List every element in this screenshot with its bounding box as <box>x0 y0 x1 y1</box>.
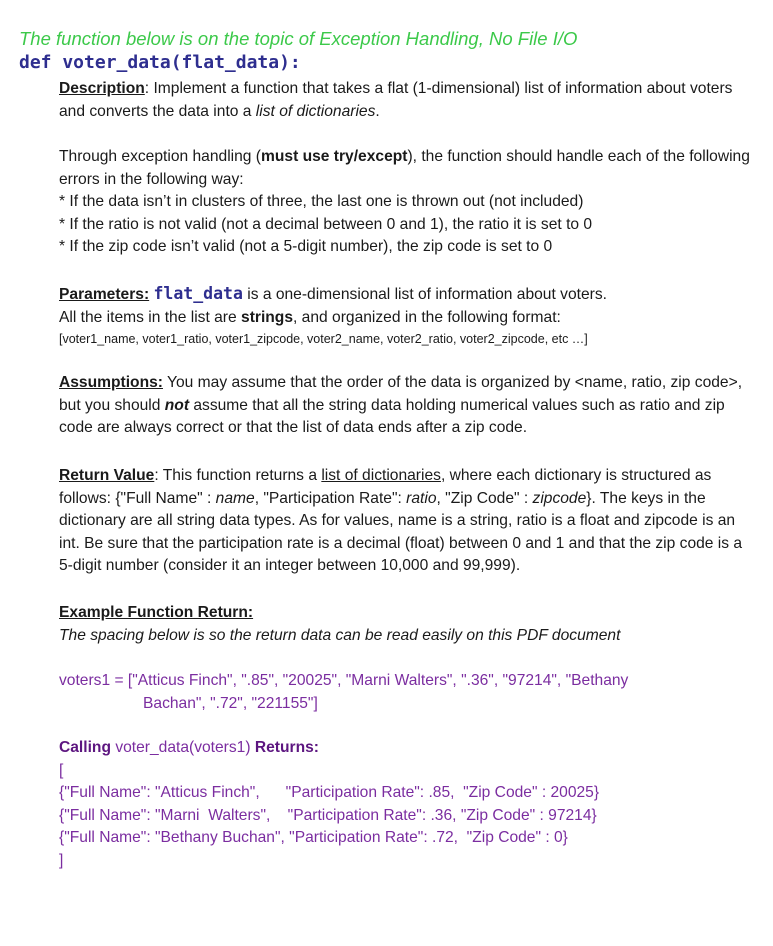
exception-bullet: * If the zip code isn’t valid (not a 5-digit number), the zip code is set to 0 <box>59 238 553 256</box>
return-value-section: Return Value: This function returns a list of dictionaries, where each dictionary is structured as follows: {"Full Name" : name, "Participation Rate": ratio, "Zip Code" : zipcode}. The keys in the dictionary are all string data types. As for values, name is a string, ratio is a float and zipcode is an int. Be sure that the participation rate is a decimal (float) between 0 and 1 and that the zip code is a 5-digit number (consider it an integer between 10,000 and 99,999). <box>59 467 743 575</box>
open-bracket: [ <box>59 761 64 779</box>
description-text: : Implement a function that takes a flat (1-dimensional) list of information about voters and converts the data into a <box>59 80 733 120</box>
exceptions-intro: Through exception handling (must use try/except), the function should handle each of the following errors in the following way: <box>59 148 750 188</box>
voters-list-line: Bachan", ".72", "221155"] <box>143 694 318 712</box>
topic-note: The function below is on the topic of Exception Handling, No File I/O <box>19 28 578 49</box>
example-output: Calling voter_data(voters1) Returns: [ {"Full Name": "Atticus Finch", "Participation Rate": .85, "Zip Code" : 20025} {"Full Name": "Marni Walters", "Participation Rate": .36, "Zip Code" : 97214} {"Full Name": "Bethany Buchan", "Participation Rate": .72, "Zip Code" : 0} ] <box>59 737 759 873</box>
exception-bullet: * If the ratio is not valid (not a decimal between 0 and 1), the ratio it is set to 0 <box>59 215 593 233</box>
return-value-label: Return Value <box>59 467 155 484</box>
parameters-section: Parameters: flat_data is a one-dimensional list of information about voters. All the items in the list are strings, and organized in the following format: [voter1_name, voter1_ratio, voter1_zipcode, voter2_name, voter2_ratio, voter2_zipcode, etc …] <box>59 283 759 349</box>
parameter-format: [voter1_name, voter1_ratio, voter1_zipcode, voter2_name, voter2_ratio, voter2_zipcode, etc …] <box>59 332 588 347</box>
example-note: The spacing below is so the return data can be read easily on this PDF document <box>59 626 621 644</box>
close-bracket: ] <box>59 851 64 869</box>
exceptions-section <box>59 146 759 259</box>
exception-bullet: * If the data isn’t in clusters of three, the last one is thrown out (not included) <box>59 193 584 211</box>
description-emphasis: list of dictionaries <box>255 102 376 120</box>
result-row: {"Full Name": "Atticus Finch", "Participation Rate": .85, "Zip Code" : 20025} <box>59 784 600 802</box>
parameter-name: flat_data <box>153 284 243 303</box>
function-signature: def voter_data(flat_data): <box>19 52 301 73</box>
voters-list-line: voters1 = ["Atticus Finch", ".85", "20025", "Marni Walters", ".36", "97214", "Bethany <box>59 672 629 689</box>
example-section <box>59 602 759 647</box>
return-type-link: list of dictionaries <box>321 467 441 484</box>
result-row: {"Full Name": "Marni Walters", "Participation Rate": .36, "Zip Code" : 97214} <box>59 806 597 824</box>
description-section: Description: Implement a function that takes a flat (1-dimensional) list of information about voters and converts the data into a list of dictionaries. <box>59 80 733 120</box>
example-label: Example Function Return: <box>59 604 254 621</box>
assumptions-section: Assumptions: You may assume that the order of the data is organized by <name, ratio, zip code>, but you should not assume that all the string data holding numerical values such as ratio and zip code are always correct or that the list of data ends after a zip code. <box>59 374 743 437</box>
description-label: Description <box>59 80 145 97</box>
example-input <box>59 670 759 715</box>
assumptions-label: Assumptions: <box>59 374 163 391</box>
parameters-label: Parameters: <box>59 286 150 303</box>
result-row: {"Full Name": "Bethany Buchan", "Participation Rate": .72, "Zip Code" : 0} <box>59 829 568 847</box>
